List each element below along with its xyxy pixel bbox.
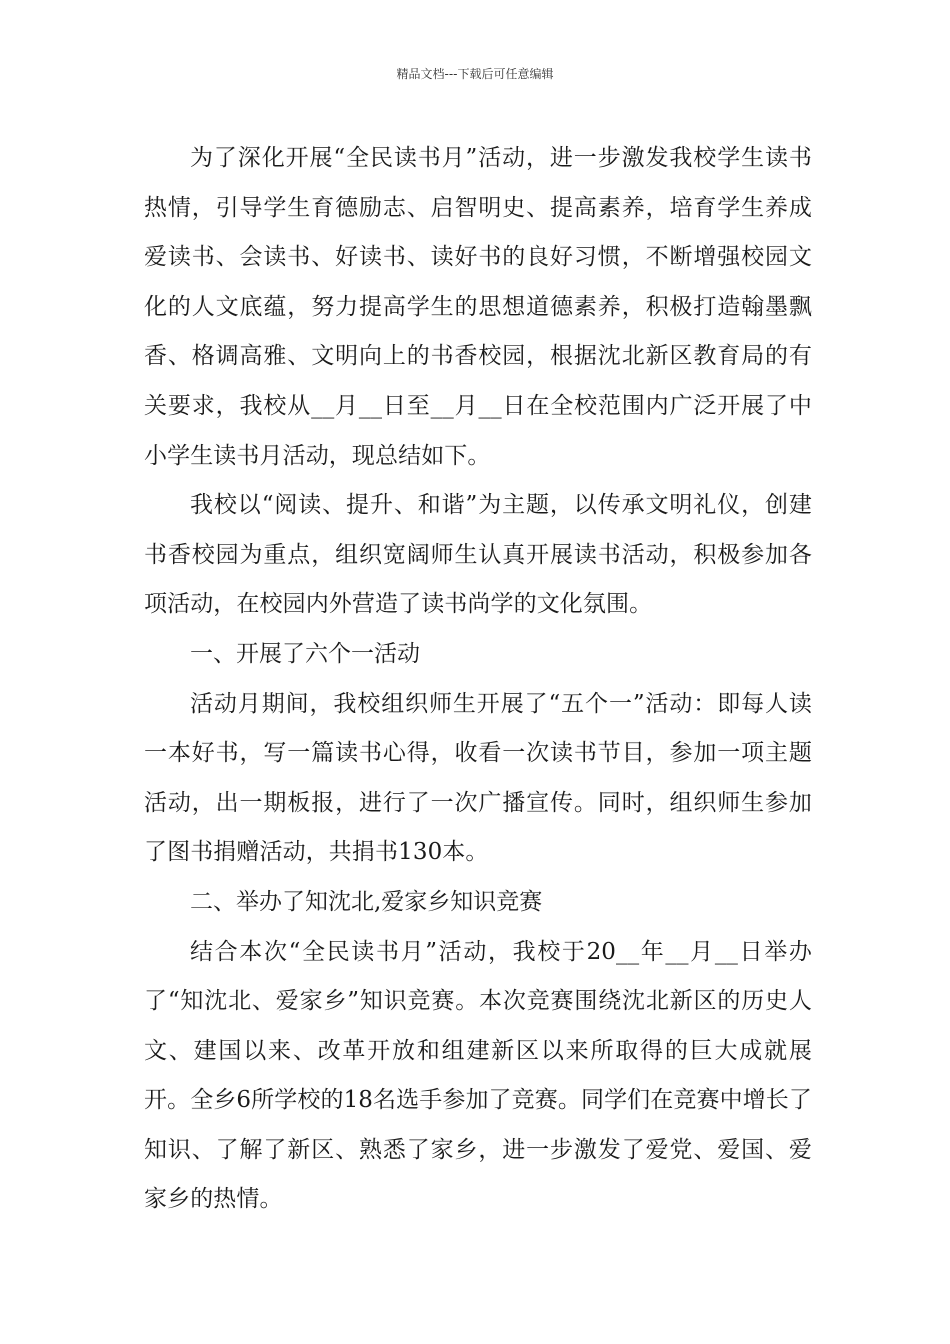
section-heading-2: 二、举办了知沈北,爱家乡知识竞赛 bbox=[190, 888, 543, 915]
section-heading-1: 一、开展了六个一活动 bbox=[190, 640, 420, 667]
paragraph-competition: 结合本次“全民读书月”活动，我校于20__年__月__日举办了“知沈北、爱家乡”知识竞赛。本次竞赛围绕沈北新区的历史人文、建国以来、改革开放和组建新区以来所取得的巨大成就展开。全乡6所学校的18名选手参加了竞赛。同学们在竞赛中增长了知识、了解了新区、熟悉了家乡，进一步激发了爱党、爱国、爱家乡的热情。 bbox=[144, 938, 812, 1213]
page-header: 精品文档---下载后可任意编辑 bbox=[396, 67, 554, 81]
paragraph-theme: 我校以“阅读、提升、和谐”为主题，以传承文明礼仪，创建书香校园为重点，组织宽阔师生认真开展读书活动，积极参加各项活动，在校园内外营造了读书尚学的文化氛围。 bbox=[144, 492, 812, 618]
paragraph-intro: 为了深化开展“全民读书月”活动，进一步激发我校学生读书热情，引导学生育德励志、启智明史、提高素养，培育学生养成爱读书、会读书、好读书、读好书的良好习惯，不断增强校园文化的人文底蕴，努力提高学生的思想道德素养，积极打造翰墨飘香、格调高雅、文明向上的书香校园，根据沈北新区教育局的有关要求，我校从__月__日至__月__日在全校范围内广泛开展了中小学生读书月活动，现总结如下。 bbox=[144, 145, 812, 469]
document-body bbox=[144, 134, 812, 1225]
paragraph-activities: 活动月期间，我校组织师生开展了“五个一”活动：即每人读一本好书，写一篇读书心得，收看一次读书节目，参加一项主题活动，出一期板报，进行了一次广播宣传。同时，组织师生参加了图书捐赠活动，共捐书130本。 bbox=[144, 690, 812, 866]
